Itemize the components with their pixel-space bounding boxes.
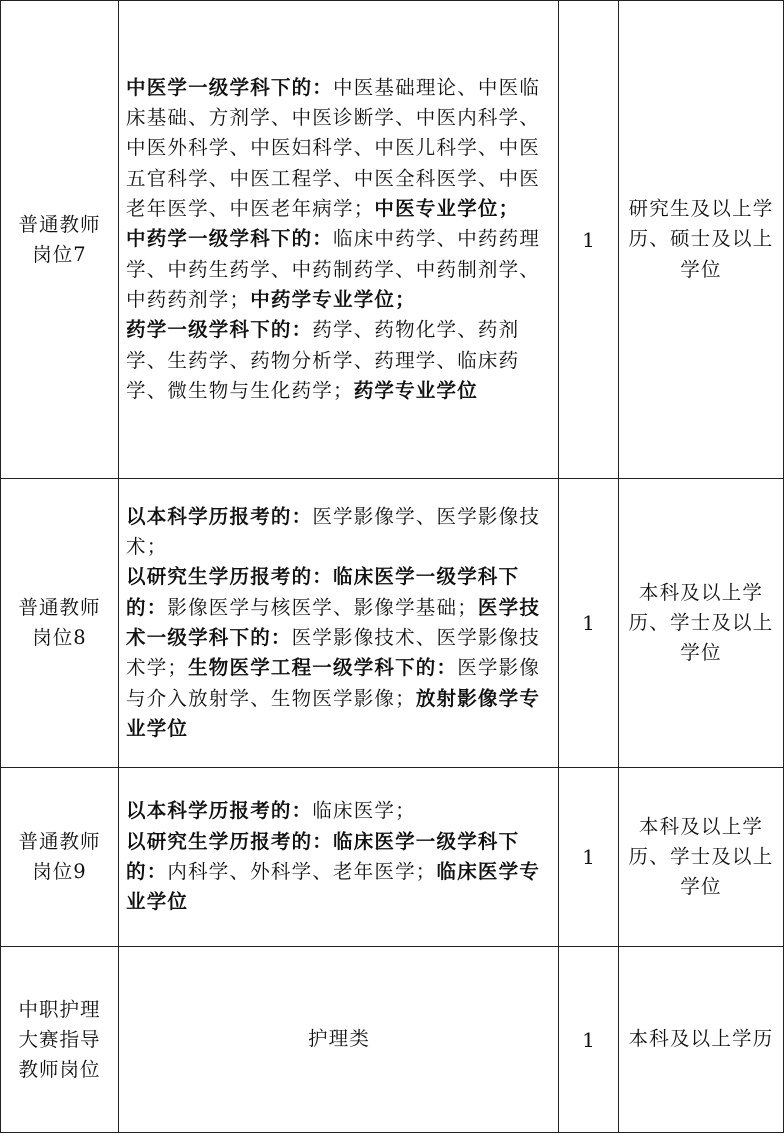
major-heading-text: 以本科学历报考的： bbox=[126, 799, 313, 823]
position-line: 普通教师 bbox=[18, 212, 101, 236]
major-requirement-cell bbox=[119, 947, 559, 1133]
education-requirement-cell: 本科及以上学历 bbox=[619, 947, 784, 1133]
major-heading-text: 以本科学历报考的： bbox=[126, 504, 313, 528]
major-text: 影像医学与核医学、影像学基础； bbox=[167, 595, 478, 619]
major-heading-text: 中医专业学位； bbox=[374, 197, 520, 221]
major-text: 医学影像技术、医学影像技术学； bbox=[126, 626, 541, 680]
position-cell bbox=[1, 479, 119, 768]
education-requirement-cell: 研究生及以上学历、硕士及以上学位 bbox=[619, 1, 784, 479]
position-cell bbox=[1, 768, 119, 947]
position-line: 大赛指导 bbox=[18, 1027, 101, 1051]
headcount-cell: 1 bbox=[559, 947, 619, 1133]
headcount-cell: 1 bbox=[559, 479, 619, 768]
major-text: 医学影像学、医学影像技术； bbox=[126, 504, 541, 559]
major-heading-text: 以研究生学历报考的：临床医学一级学科下的： bbox=[126, 565, 520, 619]
position-line: 教师岗位 bbox=[18, 1057, 101, 1081]
major-heading-text: 放射影像学专业学位 bbox=[126, 686, 541, 740]
position-line: 中职护理 bbox=[18, 997, 101, 1021]
position-line: 普通教师 bbox=[18, 596, 101, 619]
major-heading-text: 生物医学工程一级学科下的： bbox=[188, 656, 458, 680]
position-cell bbox=[1, 947, 119, 1133]
major-requirement-cell bbox=[119, 1, 559, 479]
major-text: 中医基础理论、中医临床基础、方剂学、中医诊断学、中医内科学、中医外科学、中医妇科学、中医儿科学、中医五官科学、中医工程学、中医全科医学、中医老年医学、中医老年病学； bbox=[126, 75, 541, 221]
major-requirement-cell bbox=[119, 479, 559, 768]
position-line: 普通教师 bbox=[18, 830, 101, 853]
major-text: 内科学、外科学、老年医学； bbox=[167, 860, 437, 883]
position-line: 岗位9 bbox=[32, 860, 87, 883]
education-requirement-cell: 本科及以上学历、学士及以上学位 bbox=[619, 768, 784, 947]
major-heading-text: 临床医学专业学位 bbox=[126, 860, 541, 914]
major-heading-text: 中药学专业学位； bbox=[250, 287, 416, 311]
headcount-cell: 1 bbox=[559, 1, 619, 479]
position-cell bbox=[1, 1, 119, 479]
major-heading-text: 医学技术一级学科下的： bbox=[126, 595, 541, 649]
table-row bbox=[1, 947, 784, 1133]
major-text: 医学影像与介入放射学、生物医学影像； bbox=[126, 656, 541, 710]
major-text: 临床医学； bbox=[312, 799, 416, 823]
major-heading-text: 药学一级学科下的： bbox=[126, 318, 313, 342]
table-row bbox=[1, 768, 784, 947]
table-row bbox=[1, 479, 784, 768]
position-line: 岗位8 bbox=[32, 626, 87, 649]
position-line: 岗位7 bbox=[32, 242, 87, 266]
table-row bbox=[1, 1, 784, 479]
headcount-cell: 1 bbox=[559, 768, 619, 947]
major-heading-text: 药学专业学位 bbox=[353, 378, 478, 402]
major-heading-text: 中药学一级学科下的： bbox=[126, 227, 334, 251]
major-text: 护理类 bbox=[307, 1027, 371, 1051]
major-text: 药学、药物化学、药剂学、生药学、药物分析学、药理学、临床药学、微生物与生化药学； bbox=[126, 318, 520, 402]
major-requirement-cell bbox=[119, 768, 559, 947]
education-requirement-cell: 本科及以上学历、学士及以上学位 bbox=[619, 479, 784, 768]
major-text: 临床中药学、中药药理学、中药生药学、中药制药学、中药制剂学、中药药剂学； bbox=[126, 227, 541, 311]
major-heading-text: 中医学一级学科下的： bbox=[126, 75, 334, 99]
major-heading-text: 以研究生学历报考的：临床医学一级学科下的： bbox=[126, 829, 520, 883]
